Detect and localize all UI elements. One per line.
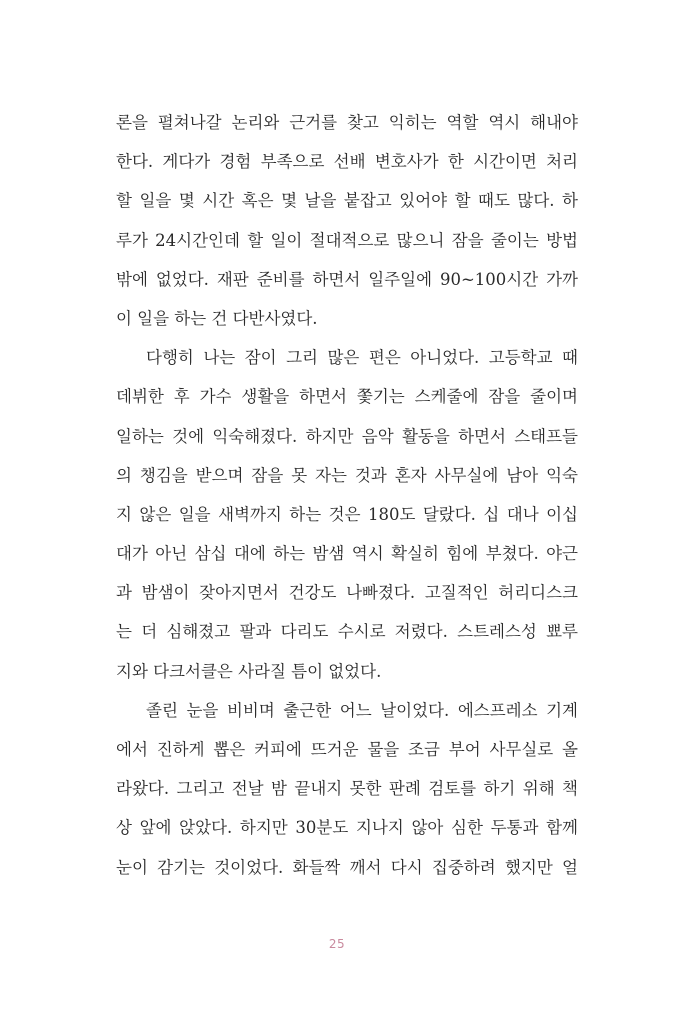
paragraph-first-line: 다행히 나는 잠이 그리 많은 편은 아니었다. 고등학교 때	[146, 348, 578, 368]
text-line: 라왔다. 그리고 전날 밤 끝내지 못한 판례 검토를 하기 위해 책	[116, 779, 578, 799]
text-line: 일하는 것에 익숙해졌다. 하지만 음악 활동을 하면서 스태프들	[116, 426, 578, 446]
text-line: 에서 진하게 뽑은 커피에 뜨거운 물을 조금 부어 사무실로 올	[116, 740, 578, 759]
text-line: 눈이 감기는 것이었다. 화들짝 깨서 다시 집중하려 했지만 얼	[116, 857, 578, 877]
text-line: 루가 24시간인데 할 일이 절대적으로 많으니 잠을 줄이는 방법	[116, 230, 578, 250]
text-line: 지와 다크서클은 사라질 틈이 없었다.	[116, 661, 382, 681]
page-number: 25	[328, 937, 346, 951]
text-line: 할 일을 몇 시간 혹은 몇 날을 붙잡고 있어야 할 때도 많다. 하	[116, 191, 578, 211]
text-line: 이 일을 하는 건 다반사였다.	[116, 308, 318, 328]
text-line: 데뷔한 후 가수 생활을 하면서 쫓기는 스케줄에 잠을 줄이며	[116, 387, 578, 407]
body-text	[116, 103, 578, 887]
text-line: 과 밤샘이 잦아지면서 건강도 나빠졌다. 고질적인 허리디스크	[116, 583, 578, 603]
text-line: 지 않은 일을 새벽까지 하는 것은 180도 달랐다. 십 대나 이십	[116, 504, 578, 524]
text-line: 의 챙김을 받으며 잠을 못 자는 것과 혼자 사무실에 남아 익숙	[116, 465, 578, 485]
paragraph-first-line: 졸린 눈을 비비며 출근한 어느 날이었다. 에스프레소 기계	[146, 700, 578, 720]
text-line: 는 더 심해졌고 팔과 다리도 수시로 저렸다. 스트레스성 뾰루	[116, 622, 578, 642]
text-line: 한다. 게다가 경험 부족으로 선배 변호사가 한 시간이면 처리	[116, 152, 578, 172]
text-line: 대가 아닌 삼십 대에 하는 밤샘 역시 확실히 힘에 부쳤다. 야근	[116, 544, 578, 564]
text-line: 밖에 없었다. 재판 준비를 하면서 일주일에 90~100시간 가까	[116, 269, 578, 289]
text-line: 론을 펼쳐나갈 논리와 근거를 찾고 익히는 역할 역시 해내야	[116, 113, 578, 132]
text-line: 상 앞에 앉았다. 하지만 30분도 지나지 않아 심한 두통과 함께	[116, 818, 578, 838]
